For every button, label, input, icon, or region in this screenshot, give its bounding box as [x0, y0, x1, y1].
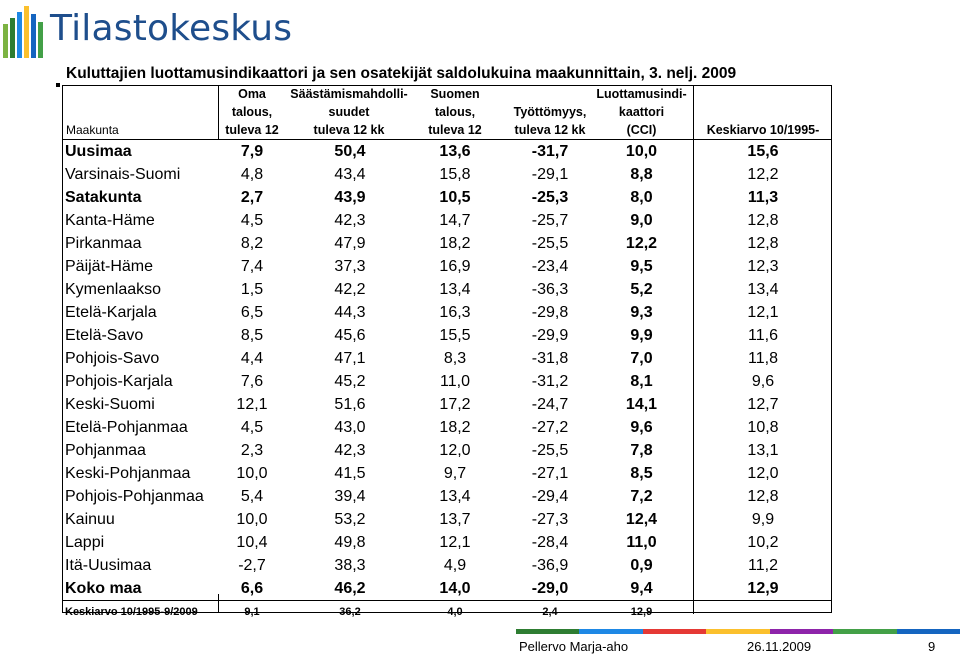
value-cell: -29,8	[531, 304, 569, 321]
header-line: Työttömyys,	[513, 105, 587, 119]
region-name: Uusimaa	[65, 143, 132, 160]
value-cell: -24,7	[531, 396, 569, 413]
value-cell: 8,8	[630, 166, 653, 183]
value-cell: 44,3	[334, 304, 366, 321]
region-name: Lappi	[65, 534, 105, 551]
table-row	[63, 577, 831, 600]
header-keskiarvo: Keskiarvo 10/1995-	[706, 123, 820, 137]
average-value-cell: 2,4	[542, 606, 558, 618]
region-name: Pohjois-Karjala	[65, 373, 173, 390]
table-row	[63, 531, 831, 554]
value-cell: 8,2	[240, 235, 264, 252]
value-cell: 12,4	[625, 511, 658, 528]
value-cell: 6,5	[240, 304, 264, 321]
value-cell: 10,2	[747, 534, 779, 551]
value-cell: 13,6	[439, 143, 471, 160]
value-cell: 8,5	[240, 327, 264, 344]
value-cell: 45,2	[334, 373, 366, 390]
value-cell: 4,9	[443, 557, 467, 574]
header-line: Oma	[238, 87, 266, 101]
region-name: Pirkanmaa	[65, 235, 142, 252]
value-cell: 0,9	[630, 557, 653, 574]
value-cell: 11,0	[626, 534, 657, 551]
table-row	[63, 462, 831, 485]
footer-color-bar	[516, 629, 960, 634]
header-line: tuleva 12 kk	[514, 123, 586, 137]
average-value-cell: 36,2	[339, 606, 361, 618]
value-cell: 18,2	[439, 235, 471, 252]
value-cell: -29,9	[531, 327, 569, 344]
value-cell: 12,1	[236, 396, 268, 413]
region-name: Etelä-Karjala	[65, 304, 157, 321]
value-cell: -25,7	[531, 212, 569, 229]
value-cell: 42,3	[334, 442, 366, 459]
table-row	[63, 301, 831, 324]
value-cell: -27,1	[531, 465, 569, 482]
region-name: Kymenlaakso	[65, 281, 162, 298]
logo-text: Tilastokeskus	[50, 8, 293, 49]
region-name: Etelä-Savo	[65, 327, 144, 344]
value-cell: 13,1	[747, 442, 779, 459]
value-cell: 6,6	[240, 580, 264, 597]
value-cell: -28,4	[531, 534, 569, 551]
value-cell: 13,7	[439, 511, 471, 528]
value-cell: -29,0	[531, 580, 569, 597]
value-cell: 15,6	[747, 143, 779, 160]
value-cell: 4,5	[240, 419, 264, 436]
value-cell: 9,6	[751, 373, 775, 390]
value-cell: 43,4	[334, 166, 366, 183]
value-cell: 11,0	[440, 373, 470, 390]
table-row	[63, 485, 831, 508]
value-cell: 12,7	[747, 396, 779, 413]
table-row	[63, 370, 831, 393]
table-row	[63, 347, 831, 370]
value-cell: 4,8	[240, 166, 264, 183]
column-divider	[693, 86, 694, 614]
value-cell: 4,5	[240, 212, 264, 229]
footer-bar-segment	[770, 629, 834, 634]
footer-bar-segment	[643, 629, 707, 634]
value-cell: 41,5	[334, 465, 366, 482]
footer-bar-segment	[833, 629, 897, 634]
value-cell: 2,3	[240, 442, 264, 459]
value-cell: 14,7	[439, 212, 471, 229]
value-cell: 10,0	[236, 465, 268, 482]
region-name: Varsinais-Suomi	[65, 166, 181, 183]
value-cell: 49,8	[334, 534, 366, 551]
value-cell: 9,6	[630, 419, 653, 436]
value-cell: 12,8	[747, 212, 779, 229]
value-cell: 7,9	[240, 143, 264, 160]
header-line: kaattori	[618, 105, 665, 119]
value-cell: -31,7	[531, 143, 569, 160]
value-cell: 11,2	[748, 557, 778, 574]
value-cell: 12,3	[747, 258, 779, 275]
value-cell: 9,0	[630, 212, 653, 229]
value-cell: 16,9	[439, 258, 471, 275]
table-row	[63, 324, 831, 347]
header-oma-talous	[218, 85, 286, 139]
value-cell: 7,4	[240, 258, 264, 275]
header-line: suudet	[328, 105, 370, 119]
value-cell: -31,2	[531, 373, 569, 390]
value-cell: -25,5	[531, 235, 569, 252]
value-cell: 4,4	[240, 350, 264, 367]
value-cell: 9,5	[630, 258, 653, 275]
table-row	[63, 232, 831, 255]
value-cell: 8,1	[630, 373, 653, 390]
value-cell: -25,5	[531, 442, 569, 459]
value-cell: 9,3	[630, 304, 653, 321]
value-cell: 12,0	[747, 465, 779, 482]
value-cell: 7,0	[630, 350, 653, 367]
region-name: Koko maa	[65, 580, 142, 597]
table-row	[63, 278, 831, 301]
value-cell: 17,2	[439, 396, 471, 413]
value-cell: 12,1	[747, 304, 779, 321]
value-cell: 47,9	[334, 235, 366, 252]
column-divider	[218, 86, 219, 140]
header-suomen-talous	[414, 85, 496, 139]
value-cell: 50,4	[334, 143, 366, 160]
region-name: Kanta-Häme	[65, 212, 155, 229]
header-line: (CCI)	[626, 123, 657, 137]
value-cell: 15,5	[439, 327, 471, 344]
value-cell: -36,9	[531, 557, 569, 574]
header-line: tuleva 12	[225, 123, 279, 137]
value-cell: 5,4	[240, 488, 264, 505]
value-cell: 13,4	[439, 281, 471, 298]
value-cell: 37,3	[334, 258, 366, 275]
header-line: tuleva 12 kk	[313, 123, 385, 137]
region-name: Pohjois-Pohjanmaa	[65, 488, 204, 505]
average-value-cell	[695, 601, 831, 622]
value-cell: 9,7	[443, 465, 467, 482]
region-name: Päijät-Häme	[65, 258, 154, 275]
value-cell: -29,1	[531, 166, 569, 183]
value-cell: 14,0	[439, 580, 471, 597]
value-cell: 9,4	[630, 580, 653, 597]
value-cell: 13,4	[747, 281, 779, 298]
value-cell: 51,6	[334, 396, 366, 413]
region-name: Keski-Suomi	[65, 396, 155, 413]
value-cell: 12,0	[439, 442, 471, 459]
value-cell: 10,0	[236, 511, 268, 528]
value-cell: 45,6	[334, 327, 366, 344]
value-cell: 12,9	[747, 580, 779, 597]
average-value-cell: 12,9	[630, 606, 653, 618]
table-row	[63, 255, 831, 278]
value-cell: 46,2	[334, 580, 366, 597]
title-bullet	[56, 83, 60, 87]
footer-bar-segment	[516, 629, 580, 634]
region-name: Pohjois-Savo	[65, 350, 160, 367]
logo	[2, 2, 402, 60]
value-cell: 13,4	[439, 488, 471, 505]
value-cell: 11,6	[748, 327, 778, 344]
value-cell: 11,8	[748, 350, 778, 367]
value-cell: 38,3	[334, 557, 366, 574]
average-value-cell: 4,0	[447, 606, 463, 618]
table-row	[63, 554, 831, 577]
value-cell: 12,2	[747, 166, 779, 183]
header-region: Maakunta	[66, 123, 119, 137]
table-row	[63, 439, 831, 462]
value-cell: 7,6	[240, 373, 264, 390]
average-row	[63, 600, 831, 624]
header-line: talous,	[231, 105, 273, 119]
value-cell: 42,2	[334, 281, 366, 298]
value-cell: 7,8	[630, 442, 653, 459]
header-saastamismahdollisuudet	[279, 85, 419, 139]
value-cell: -27,2	[531, 419, 569, 436]
header-line: Säästämismahdolli-	[290, 87, 408, 101]
value-cell: 53,2	[334, 511, 366, 528]
table-row	[63, 209, 831, 232]
column-divider	[218, 594, 219, 613]
value-cell: 8,3	[443, 350, 467, 367]
region-name: Satakunta	[65, 189, 142, 206]
average-row-label: Keskiarvo 10/1995-9/2009	[65, 606, 198, 618]
value-cell: -2,7	[238, 557, 266, 574]
value-cell: 7,2	[630, 488, 653, 505]
value-cell: 47,1	[334, 350, 366, 367]
table-header	[63, 86, 831, 140]
data-table	[62, 85, 832, 618]
value-cell: 12,8	[747, 488, 779, 505]
value-cell: 15,8	[439, 166, 471, 183]
value-cell: 42,3	[334, 212, 366, 229]
value-cell: -27,3	[531, 511, 569, 528]
footer-bar-segment	[706, 629, 770, 634]
logo-mark-icon	[2, 2, 48, 58]
table-row	[63, 140, 831, 163]
table-row	[63, 163, 831, 186]
region-name: Keski-Pohjanmaa	[65, 465, 191, 482]
footer-bar-segment	[897, 629, 960, 634]
value-cell: 2,7	[240, 189, 264, 206]
value-cell: 12,1	[439, 534, 471, 551]
value-cell: 12,8	[747, 235, 779, 252]
value-cell: 9,9	[630, 327, 653, 344]
value-cell: 10,8	[747, 419, 779, 436]
region-name: Kainuu	[65, 511, 115, 528]
value-cell: 10,5	[439, 189, 471, 206]
table-row	[63, 186, 831, 209]
footer-author: Pellervo Marja-aho	[519, 639, 629, 654]
value-cell: 8,0	[630, 189, 653, 206]
value-cell: -29,4	[531, 488, 569, 505]
value-cell: 18,2	[439, 419, 471, 436]
value-cell: 9,9	[751, 511, 775, 528]
region-name: Etelä-Pohjanmaa	[65, 419, 188, 436]
header-line: talous,	[434, 105, 476, 119]
region-name: Itä-Uusimaa	[65, 557, 152, 574]
value-cell: 43,0	[334, 419, 366, 436]
value-cell: -25,3	[531, 189, 569, 206]
value-cell: 14,1	[625, 396, 658, 413]
table-row	[63, 393, 831, 416]
value-cell: -36,3	[531, 281, 569, 298]
value-cell: 10,4	[236, 534, 268, 551]
region-name: Pohjanmaa	[65, 442, 146, 459]
footer-date: 26.11.2009	[747, 639, 812, 654]
value-cell: 10,0	[625, 143, 658, 160]
footer-bar-segment	[579, 629, 643, 634]
value-cell: 43,9	[334, 189, 366, 206]
header-line: Suomen	[430, 87, 480, 101]
value-cell: 16,3	[439, 304, 471, 321]
value-cell: 11,3	[747, 189, 779, 206]
header-line: tuleva 12	[428, 123, 482, 137]
value-cell: 5,2	[630, 281, 653, 298]
value-cell: 39,4	[334, 488, 366, 505]
value-cell: 12,2	[625, 235, 658, 252]
value-cell: -31,8	[531, 350, 569, 367]
table-row	[63, 508, 831, 531]
average-value-cell: 9,1	[244, 606, 260, 618]
page-title: Kuluttajien luottamusindikaattori ja sen osatekijät saldolukuina maakunnittain, 3. nelj. 2009	[66, 65, 737, 82]
page-number: 9	[928, 639, 936, 654]
value-cell: 1,5	[240, 281, 264, 298]
header-cci	[579, 85, 704, 139]
header-line: Luottamusindi-	[596, 87, 687, 101]
table-row	[63, 416, 831, 439]
value-cell: 8,5	[630, 465, 653, 482]
value-cell: -23,4	[531, 258, 569, 275]
